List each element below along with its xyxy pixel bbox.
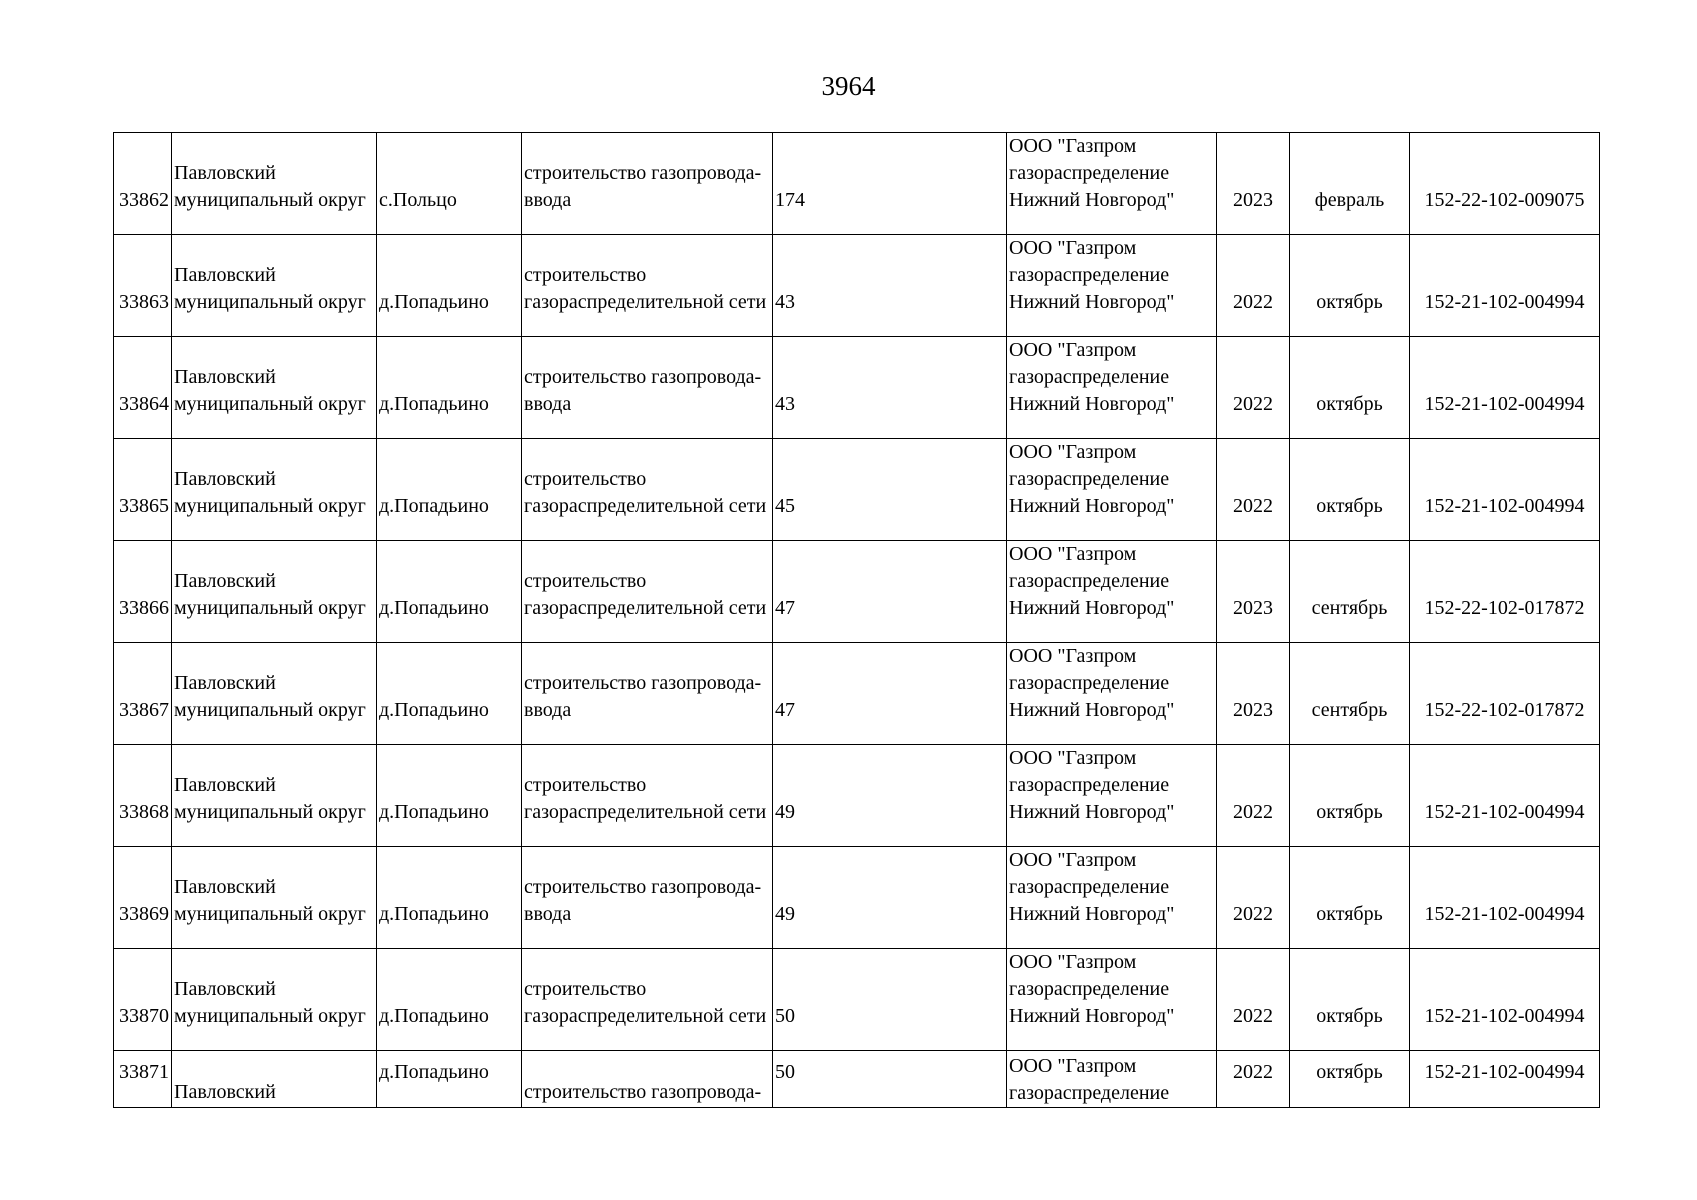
row-number-cell — [114, 541, 172, 643]
month-cell-text: октябрь — [1316, 495, 1383, 517]
work-type-cell — [522, 745, 773, 847]
row-number-cell-text: 33868 — [119, 801, 169, 823]
code-cell — [1410, 949, 1600, 1051]
month-cell-text: октябрь — [1316, 903, 1383, 925]
organization-cell-text: ООО "Газпром — [1009, 237, 1137, 259]
district-cell — [172, 439, 377, 541]
row-number-cell — [114, 949, 172, 1051]
row-number-cell-text: 33869 — [119, 903, 169, 925]
year-cell — [1217, 541, 1290, 643]
district-cell — [172, 133, 377, 235]
year-cell-text: 2022 — [1233, 495, 1273, 517]
code-cell-text: 152-22-102-017872 — [1424, 597, 1585, 619]
organization-cell-text: ООО "Газпром — [1009, 339, 1137, 361]
code-cell-text: 152-22-102-017872 — [1424, 699, 1585, 721]
length-cell — [773, 745, 1007, 847]
length-cell — [773, 541, 1007, 643]
district-cell-text: муниципальный округ — [174, 291, 366, 313]
organization-cell-text: ООО "Газпром — [1009, 645, 1137, 667]
organization-cell-text: газораспределение — [1009, 162, 1170, 184]
code-cell-text: 152-21-102-004994 — [1424, 1061, 1585, 1083]
district-cell-text: муниципальный округ — [174, 189, 366, 211]
year-cell — [1217, 745, 1290, 847]
organization-cell-text: Нижний Новгород" — [1009, 699, 1175, 721]
length-cell — [773, 133, 1007, 235]
year-cell — [1217, 337, 1290, 439]
length-cell — [773, 1051, 1007, 1108]
year-cell — [1217, 133, 1290, 235]
organization-cell-text: газораспределение — [1009, 978, 1170, 1000]
row-number-cell — [114, 133, 172, 235]
organization-cell-text: ООО "Газпром — [1009, 849, 1137, 871]
organization-cell — [1007, 235, 1217, 337]
locality-cell-text: д.Попадьино — [379, 1061, 489, 1083]
locality-cell-text: д.Попадьино — [379, 1005, 489, 1027]
code-cell-text: 152-22-102-009075 — [1424, 189, 1585, 211]
code-cell — [1410, 235, 1600, 337]
length-cell — [773, 643, 1007, 745]
row-number-cell — [114, 643, 172, 745]
organization-cell-text: Нижний Новгород" — [1009, 189, 1175, 211]
year-cell-text: 2022 — [1233, 291, 1273, 313]
organization-cell — [1007, 1051, 1217, 1108]
organization-cell-text: газораспределение — [1009, 264, 1170, 286]
work-type-cell-text: строительство — [524, 978, 647, 1000]
table-row — [114, 133, 1600, 235]
organization-cell — [1007, 133, 1217, 235]
month-cell — [1290, 541, 1410, 643]
length-cell-text: 45 — [775, 495, 795, 517]
district-cell-text: Павловский — [174, 468, 276, 490]
table-row — [114, 643, 1600, 745]
organization-cell — [1007, 337, 1217, 439]
length-cell-text: 174 — [775, 189, 805, 211]
length-cell — [773, 235, 1007, 337]
month-cell — [1290, 235, 1410, 337]
table-row — [114, 541, 1600, 643]
table-body — [114, 133, 1600, 1108]
year-cell — [1217, 439, 1290, 541]
district-cell-text: муниципальный округ — [174, 903, 366, 925]
work-type-cell — [522, 439, 773, 541]
year-cell — [1217, 235, 1290, 337]
row-number-cell-text: 33865 — [119, 495, 169, 517]
district-cell-text: муниципальный округ — [174, 801, 366, 823]
row-number-cell — [114, 235, 172, 337]
work-type-cell — [522, 541, 773, 643]
work-type-cell-text: газораспределительной сети — [524, 801, 767, 823]
work-type-cell — [522, 337, 773, 439]
row-number-cell — [114, 847, 172, 949]
length-cell-text: 50 — [775, 1061, 795, 1083]
organization-cell-text: Нижний Новгород" — [1009, 903, 1175, 925]
table-row — [114, 1051, 1600, 1108]
year-cell-text: 2022 — [1233, 801, 1273, 823]
district-cell-text: Павловский — [174, 162, 276, 184]
locality-cell — [377, 847, 522, 949]
district-cell — [172, 541, 377, 643]
work-type-cell-text: газораспределительной сети — [524, 1005, 767, 1027]
row-number-cell-text: 33871 — [119, 1061, 169, 1083]
month-cell-text: сентябрь — [1311, 699, 1388, 721]
locality-cell — [377, 439, 522, 541]
organization-cell-text: газораспределение — [1009, 672, 1170, 694]
district-cell-text: Павловский — [174, 978, 276, 1000]
month-cell-text: сентябрь — [1311, 597, 1388, 619]
month-cell — [1290, 337, 1410, 439]
work-type-cell — [522, 1051, 773, 1108]
work-type-cell-text: строительство газопровода- — [524, 1081, 762, 1103]
code-cell — [1410, 439, 1600, 541]
locality-cell — [377, 337, 522, 439]
work-type-cell-text: ввода — [524, 699, 572, 721]
district-cell — [172, 337, 377, 439]
code-cell-text: 152-21-102-004994 — [1424, 393, 1585, 415]
locality-cell-text: д.Попадьино — [379, 597, 489, 619]
table-row — [114, 847, 1600, 949]
district-cell-text: муниципальный округ — [174, 597, 366, 619]
district-cell-text: Павловский — [174, 1081, 276, 1103]
district-cell-text: Павловский — [174, 570, 276, 592]
code-cell-text: 152-21-102-004994 — [1424, 495, 1585, 517]
organization-cell-text: ООО "Газпром — [1009, 135, 1137, 157]
organization-cell — [1007, 439, 1217, 541]
organization-cell — [1007, 541, 1217, 643]
row-number-cell-text: 33870 — [119, 1005, 169, 1027]
organization-cell-text: Нижний Новгород" — [1009, 597, 1175, 619]
table-row — [114, 949, 1600, 1051]
code-cell — [1410, 847, 1600, 949]
length-cell-text: 50 — [775, 1005, 795, 1027]
page-number: 3964 — [821, 71, 876, 101]
organization-cell-text: газораспределение — [1009, 876, 1170, 898]
work-type-cell-text: строительство газопровода- — [524, 366, 762, 388]
month-cell-text: октябрь — [1316, 393, 1383, 415]
month-cell-text: февраль — [1314, 189, 1385, 211]
code-cell — [1410, 337, 1600, 439]
length-cell-text: 43 — [775, 291, 795, 313]
length-cell — [773, 949, 1007, 1051]
row-number-cell — [114, 745, 172, 847]
length-cell — [773, 439, 1007, 541]
month-cell-text: октябрь — [1316, 1005, 1383, 1027]
district-cell — [172, 847, 377, 949]
length-cell — [773, 337, 1007, 439]
code-cell — [1410, 1051, 1600, 1108]
organization-cell-text: ООО "Газпром — [1009, 441, 1137, 463]
code-cell — [1410, 745, 1600, 847]
work-type-cell — [522, 133, 773, 235]
row-number-cell — [114, 1051, 172, 1108]
organization-cell-text: Нижний Новгород" — [1009, 393, 1175, 415]
work-type-cell-text: ввода — [524, 189, 572, 211]
month-cell — [1290, 847, 1410, 949]
district-cell-text: Павловский — [174, 876, 276, 898]
table-row — [114, 337, 1600, 439]
organization-cell-text: газораспределение — [1009, 1082, 1170, 1104]
month-cell-text: октябрь — [1316, 1061, 1383, 1083]
table-row — [114, 439, 1600, 541]
work-type-cell-text: строительство газопровода- — [524, 672, 762, 694]
month-cell — [1290, 439, 1410, 541]
work-type-cell-text: газораспределительной сети — [524, 291, 767, 313]
length-cell-text: 49 — [775, 903, 795, 925]
work-type-cell-text: ввода — [524, 393, 572, 415]
locality-cell — [377, 949, 522, 1051]
code-cell — [1410, 133, 1600, 235]
length-cell-text: 47 — [775, 699, 795, 721]
locality-cell — [377, 133, 522, 235]
district-cell-text: Павловский — [174, 774, 276, 796]
work-type-cell-text: строительство — [524, 774, 647, 796]
table-row — [114, 235, 1600, 337]
code-cell — [1410, 643, 1600, 745]
row-number-cell-text: 33864 — [119, 393, 169, 415]
year-cell-text: 2022 — [1233, 903, 1273, 925]
year-cell-text: 2022 — [1233, 393, 1273, 415]
organization-cell — [1007, 745, 1217, 847]
district-cell-text: Павловский — [174, 366, 276, 388]
district-cell-text: муниципальный округ — [174, 1005, 366, 1027]
year-cell — [1217, 1051, 1290, 1108]
locality-cell-text: д.Попадьино — [379, 699, 489, 721]
organization-cell-text: ООО "Газпром — [1009, 1055, 1137, 1077]
row-number-cell — [114, 337, 172, 439]
locality-cell — [377, 745, 522, 847]
code-cell-text: 152-21-102-004994 — [1424, 1005, 1585, 1027]
work-type-cell — [522, 643, 773, 745]
work-type-cell-text: ввода — [524, 903, 572, 925]
row-number-cell-text: 33867 — [119, 699, 169, 721]
organization-cell-text: Нижний Новгород" — [1009, 801, 1175, 823]
work-type-cell-text: газораспределительной сети — [524, 495, 767, 517]
work-type-cell-text: строительство — [524, 264, 647, 286]
organization-cell — [1007, 643, 1217, 745]
organization-cell — [1007, 847, 1217, 949]
organization-cell-text: Нижний Новгород" — [1009, 1005, 1175, 1027]
work-type-cell — [522, 235, 773, 337]
work-type-cell-text: строительство газопровода- — [524, 876, 762, 898]
year-cell — [1217, 949, 1290, 1051]
district-cell — [172, 643, 377, 745]
locality-cell — [377, 235, 522, 337]
gasification-table — [113, 132, 1600, 1108]
month-cell — [1290, 1051, 1410, 1108]
district-cell-text: Павловский — [174, 264, 276, 286]
year-cell-text: 2023 — [1233, 597, 1273, 619]
organization-cell — [1007, 949, 1217, 1051]
work-type-cell — [522, 949, 773, 1051]
district-cell — [172, 949, 377, 1051]
organization-cell-text: Нижний Новгород" — [1009, 291, 1175, 313]
row-number-cell-text: 33862 — [119, 189, 169, 211]
locality-cell-text: с.Польцо — [379, 189, 457, 211]
length-cell-text: 47 — [775, 597, 795, 619]
table-row — [114, 745, 1600, 847]
code-cell-text: 152-21-102-004994 — [1424, 801, 1585, 823]
year-cell-text: 2023 — [1233, 189, 1273, 211]
organization-cell-text: газораспределение — [1009, 468, 1170, 490]
code-cell-text: 152-21-102-004994 — [1424, 903, 1585, 925]
length-cell-text: 49 — [775, 801, 795, 823]
locality-cell-text: д.Попадьино — [379, 393, 489, 415]
row-number-cell-text: 33866 — [119, 597, 169, 619]
locality-cell — [377, 643, 522, 745]
work-type-cell — [522, 847, 773, 949]
length-cell — [773, 847, 1007, 949]
year-cell-text: 2023 — [1233, 699, 1273, 721]
locality-cell-text: д.Попадьино — [379, 801, 489, 823]
work-type-cell-text: строительство — [524, 570, 647, 592]
organization-cell-text: газораспределение — [1009, 366, 1170, 388]
month-cell — [1290, 949, 1410, 1051]
locality-cell — [377, 1051, 522, 1108]
row-number-cell — [114, 439, 172, 541]
year-cell — [1217, 643, 1290, 745]
organization-cell-text: ООО "Газпром — [1009, 543, 1137, 565]
month-cell — [1290, 133, 1410, 235]
district-cell — [172, 745, 377, 847]
year-cell-text: 2022 — [1233, 1005, 1273, 1027]
district-cell — [172, 1051, 377, 1108]
locality-cell-text: д.Попадьино — [379, 903, 489, 925]
month-cell-text: октябрь — [1316, 291, 1383, 313]
locality-cell-text: д.Попадьино — [379, 291, 489, 313]
district-cell-text: Павловский — [174, 672, 276, 694]
month-cell-text: октябрь — [1316, 801, 1383, 823]
organization-cell-text: Нижний Новгород" — [1009, 495, 1175, 517]
locality-cell-text: д.Попадьино — [379, 495, 489, 517]
locality-cell — [377, 541, 522, 643]
work-type-cell-text: строительство — [524, 468, 647, 490]
code-cell-text: 152-21-102-004994 — [1424, 291, 1585, 313]
organization-cell-text: ООО "Газпром — [1009, 747, 1137, 769]
length-cell-text: 43 — [775, 393, 795, 415]
code-cell — [1410, 541, 1600, 643]
organization-cell-text: газораспределение — [1009, 774, 1170, 796]
month-cell — [1290, 643, 1410, 745]
district-cell-text: муниципальный округ — [174, 393, 366, 415]
district-cell — [172, 235, 377, 337]
row-number-cell-text: 33863 — [119, 291, 169, 313]
district-cell-text: муниципальный округ — [174, 495, 366, 517]
work-type-cell-text: строительство газопровода- — [524, 162, 762, 184]
organization-cell-text: ООО "Газпром — [1009, 951, 1137, 973]
month-cell — [1290, 745, 1410, 847]
work-type-cell-text: газораспределительной сети — [524, 597, 767, 619]
year-cell — [1217, 847, 1290, 949]
year-cell-text: 2022 — [1233, 1061, 1273, 1083]
organization-cell-text: газораспределение — [1009, 570, 1170, 592]
district-cell-text: муниципальный округ — [174, 699, 366, 721]
